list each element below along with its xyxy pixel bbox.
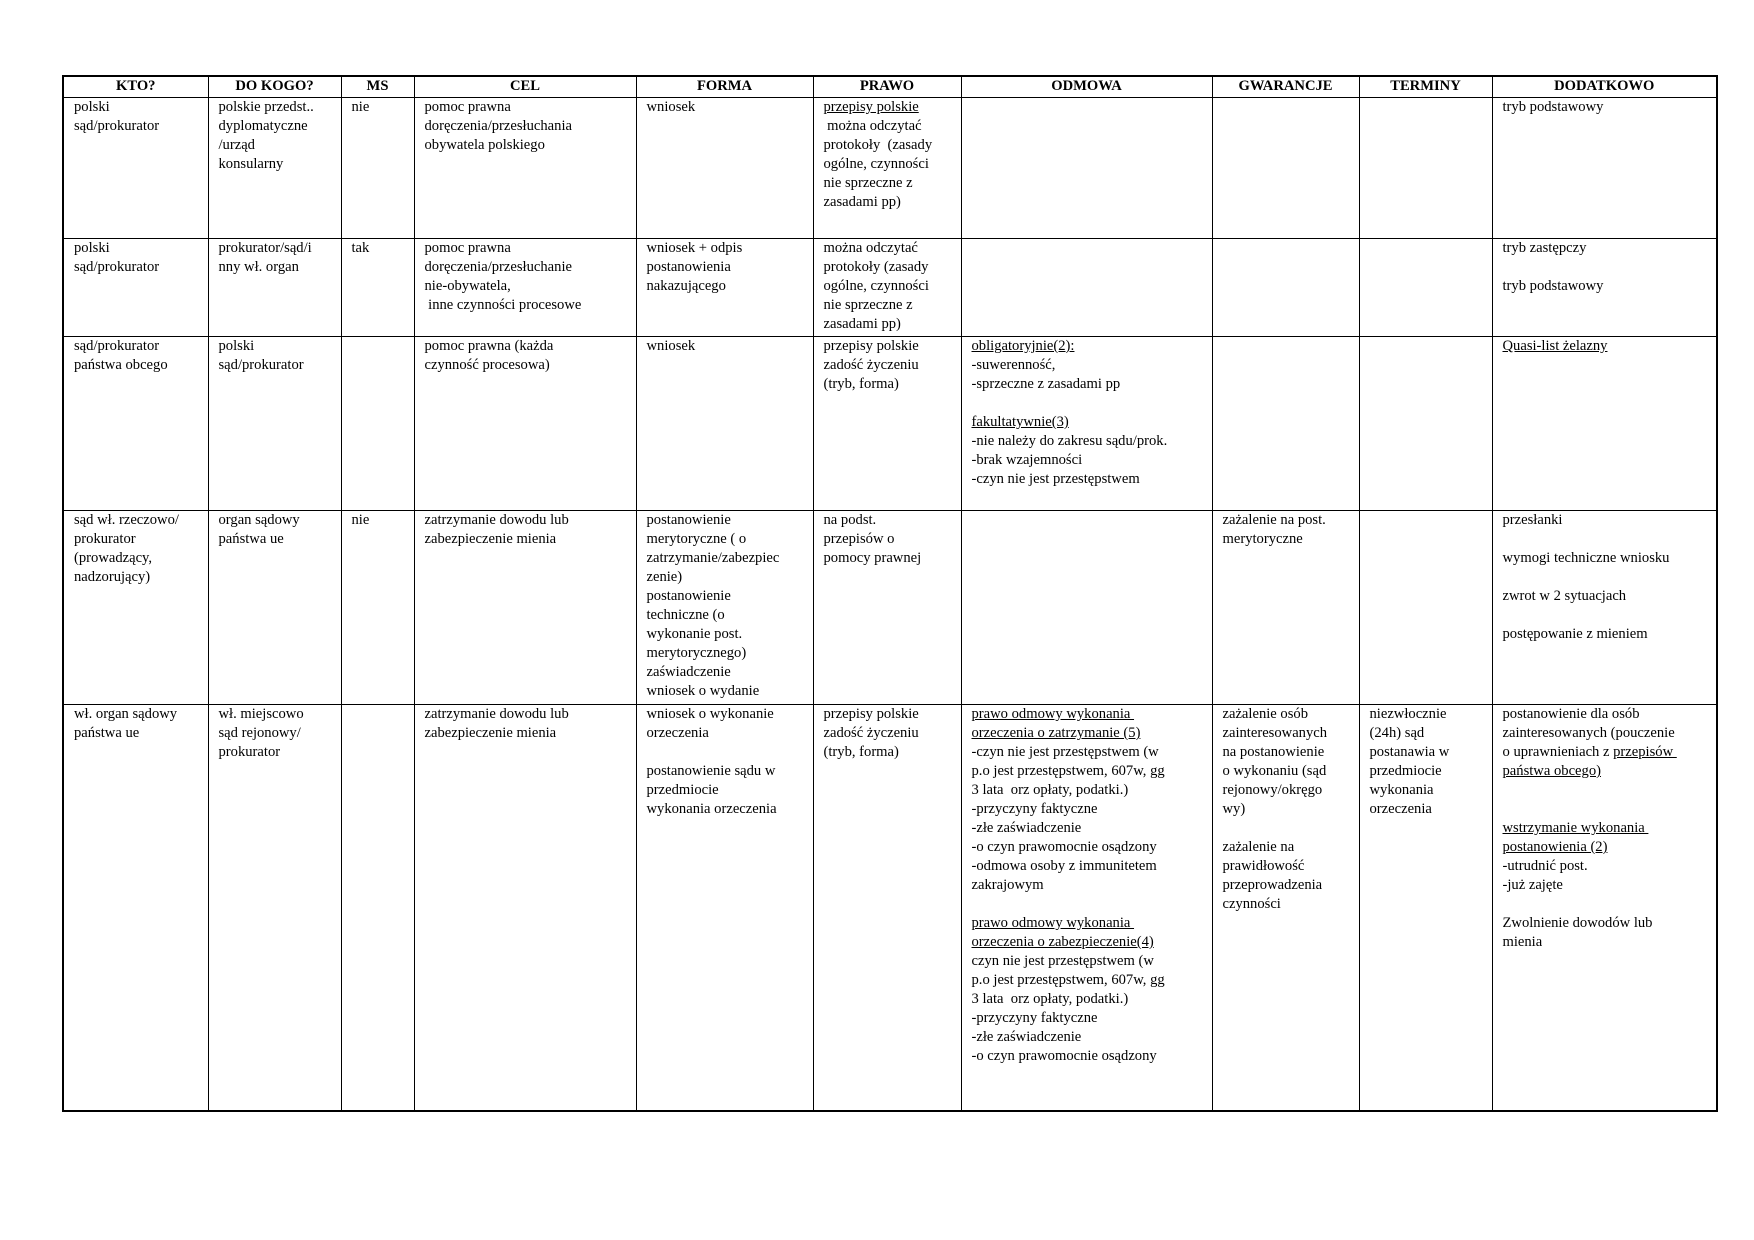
cell-prawo: na podst. przepisów o pomocy prawnej [813, 511, 961, 705]
header-prawo: PRAWO [813, 76, 961, 98]
cell-ms [341, 705, 414, 1112]
gwarancje-item: zażalenie osób zainteresowanych na postanowienie o wykonaniu (sąd rejonowy/okręgo wy) [1222, 706, 1328, 817]
cell-terminy [1359, 511, 1492, 705]
header-row [63, 76, 1717, 98]
header-dodatkowo: DODATKOWO [1492, 76, 1717, 98]
header-odmowa: ODMOWA [961, 76, 1212, 98]
prawo-heading: przepisy polskie [823, 99, 919, 115]
cell-kto: polski sąd/prokurator [63, 98, 208, 239]
cell-odmowa [961, 98, 1212, 239]
dodatkowo-item: Zwolnienie dowodów lub mienia [1502, 915, 1653, 950]
cell-ms: tak [341, 239, 414, 337]
cell-terminy [1359, 239, 1492, 337]
dodatkowo-link-text: przepisów państwa obcego) [1502, 744, 1674, 779]
cell-terminy [1359, 337, 1492, 511]
odmowa-list: czyn nie jest przestępstwem (w p.o jest przestępstwem, 607w, gg 3 lata orz opłaty, podatki.) -przyczyny faktyczne -złe zaświadczenie -o czyn prawomocnie osądzony [971, 953, 1165, 1064]
cell-forma [636, 705, 813, 1112]
odmowa-heading: prawo odmowy wykonania orzeczenia o zabezpieczenie(4) [971, 915, 1154, 950]
table-row [63, 511, 1717, 705]
odmowa-heading: prawo odmowy wykonania orzeczenia o zatrzymanie (5) [971, 706, 1141, 741]
cell-dodatkowo [1492, 337, 1717, 511]
cell-terminy [1359, 98, 1492, 239]
cell-kto: sąd wł. rzeczowo/ prokurator (prowadzący, nadzorujący) [63, 511, 208, 705]
table-row [63, 337, 1717, 511]
cell-do-kogo: wł. miejscowo sąd rejonowy/ prokurator [208, 705, 341, 1112]
table-row [63, 705, 1717, 1112]
odmowa-list: -nie należy do zakresu sądu/prok. -brak wzajemności -czyn nie jest przestępstwem [971, 433, 1168, 487]
cell-do-kogo: polskie przedst.. dyplomatyczne /urząd konsularny [208, 98, 341, 239]
cell-odmowa [961, 337, 1212, 511]
header-gwarancje: GWARANCJE [1212, 76, 1359, 98]
odmowa-list: -czyn nie jest przestępstwem (w p.o jest przestępstwem, 607w, gg 3 lata orz opłaty, podatki.) -przyczyny faktyczne -złe zaświadczenie -o czyn prawomocnie osądzony -odmowa osoby z immunitetem zakrajowym [971, 744, 1165, 893]
dodatkowo-item: tryb zastępczy [1502, 240, 1587, 256]
forma-item: wniosek o wykonanie orzeczenia [646, 706, 774, 741]
cell-do-kogo: organ sądowy państwa ue [208, 511, 341, 705]
cell-prawo: przepisy polskie zadość życzeniu (tryb, forma) [813, 337, 961, 511]
cell-cel: zatrzymanie dowodu lub zabezpieczenie mienia [414, 705, 636, 1112]
cell-prawo: można odczytać protokoły (zasady ogólne, czynności nie sprzeczne z zasadami pp) [813, 239, 961, 337]
cell-gwarancje: zażalenie na post. merytoryczne [1212, 511, 1359, 705]
cell-cel: pomoc prawna (każda czynność procesowa) [414, 337, 636, 511]
cell-ms: nie [341, 511, 414, 705]
cell-ms: nie [341, 98, 414, 239]
cell-kto: polski sąd/prokurator [63, 239, 208, 337]
header-cel: CEL [414, 76, 636, 98]
dodatkowo-item: wymogi techniczne wniosku [1502, 550, 1670, 566]
cell-cel: zatrzymanie dowodu lub zabezpieczenie mienia [414, 511, 636, 705]
cell-gwarancje [1212, 337, 1359, 511]
dodatkowo-item: -utrudnić post. -już zajęte [1502, 858, 1588, 893]
cell-cel: pomoc prawna doręczenia/przesłuchania obywatela polskiego [414, 98, 636, 239]
cell-gwarancje [1212, 705, 1359, 1112]
dodatkowo-item: postępowanie z mieniem [1502, 626, 1648, 642]
header-do-kogo: DO KOGO? [208, 76, 341, 98]
cell-dodatkowo [1492, 239, 1717, 337]
document-table [62, 75, 1718, 1112]
header-ms: MS [341, 76, 414, 98]
header-kto: KTO? [63, 76, 208, 98]
cell-forma: wniosek [636, 337, 813, 511]
cell-dodatkowo [1492, 705, 1717, 1112]
cell-odmowa [961, 511, 1212, 705]
dodatkowo-item: postanowienie dla osób zainteresowanych (pouczenie o uprawnieniach z [1502, 706, 1675, 760]
cell-do-kogo: prokurator/sąd/i nny wł. organ [208, 239, 341, 337]
cell-prawo: przepisy polskie zadość życzeniu (tryb, forma) [813, 705, 961, 1112]
dodatkowo-item: tryb podstawowy [1502, 278, 1604, 294]
cell-kto: wł. organ sądowy państwa ue [63, 705, 208, 1112]
gwarancje-item: zażalenie na prawidłowość przeprowadzenia czynności [1222, 839, 1323, 912]
header-forma: FORMA [636, 76, 813, 98]
cell-gwarancje [1212, 239, 1359, 337]
header-terminy: TERMINY [1359, 76, 1492, 98]
dodatkowo-item: przesłanki [1502, 512, 1563, 528]
cell-dodatkowo [1492, 511, 1717, 705]
cell-forma: postanowienie merytoryczne ( o zatrzymanie/zabezpiec zenie) postanowienie techniczne (o wykonanie post. merytorycznego) zaświadczenie wniosek o wydanie [636, 511, 813, 705]
cell-odmowa [961, 705, 1212, 1112]
table-row [63, 98, 1717, 239]
cell-ms [341, 337, 414, 511]
cell-kto: sąd/prokurator państwa obcego [63, 337, 208, 511]
cell-forma: wniosek + odpis postanowienia nakazującego [636, 239, 813, 337]
cell-odmowa [961, 239, 1212, 337]
odmowa-heading: obligatoryjnie(2): [971, 338, 1075, 354]
table-row [63, 239, 1717, 337]
dodatkowo-heading: wstrzymanie wykonania postanowienia (2) [1502, 820, 1645, 855]
cell-dodatkowo: tryb podstawowy [1492, 98, 1717, 239]
prawo-text: można odczytać protokoły (zasady ogólne, czynności nie sprzeczne z zasadami pp) [823, 118, 933, 210]
cell-gwarancje [1212, 98, 1359, 239]
cell-cel: pomoc prawna doręczenia/przesłuchanie nie-obywatela, inne czynności procesowe [414, 239, 636, 337]
cell-terminy: niezwłocznie (24h) sąd postanawia w przedmiocie wykonania orzeczenia [1359, 705, 1492, 1112]
odmowa-list: -suwerenność, -sprzeczne z zasadami pp [971, 357, 1121, 392]
cell-do-kogo: polski sąd/prokurator [208, 337, 341, 511]
dodatkowo-item: Quasi-list żelazny [1502, 338, 1608, 354]
cell-forma: wniosek [636, 98, 813, 239]
forma-item: postanowienie sądu w przedmiocie wykonania orzeczenia [646, 763, 777, 817]
odmowa-heading: fakultatywnie(3) [971, 414, 1069, 430]
cell-prawo [813, 98, 961, 239]
dodatkowo-item: zwrot w 2 sytuacjach [1502, 588, 1627, 604]
